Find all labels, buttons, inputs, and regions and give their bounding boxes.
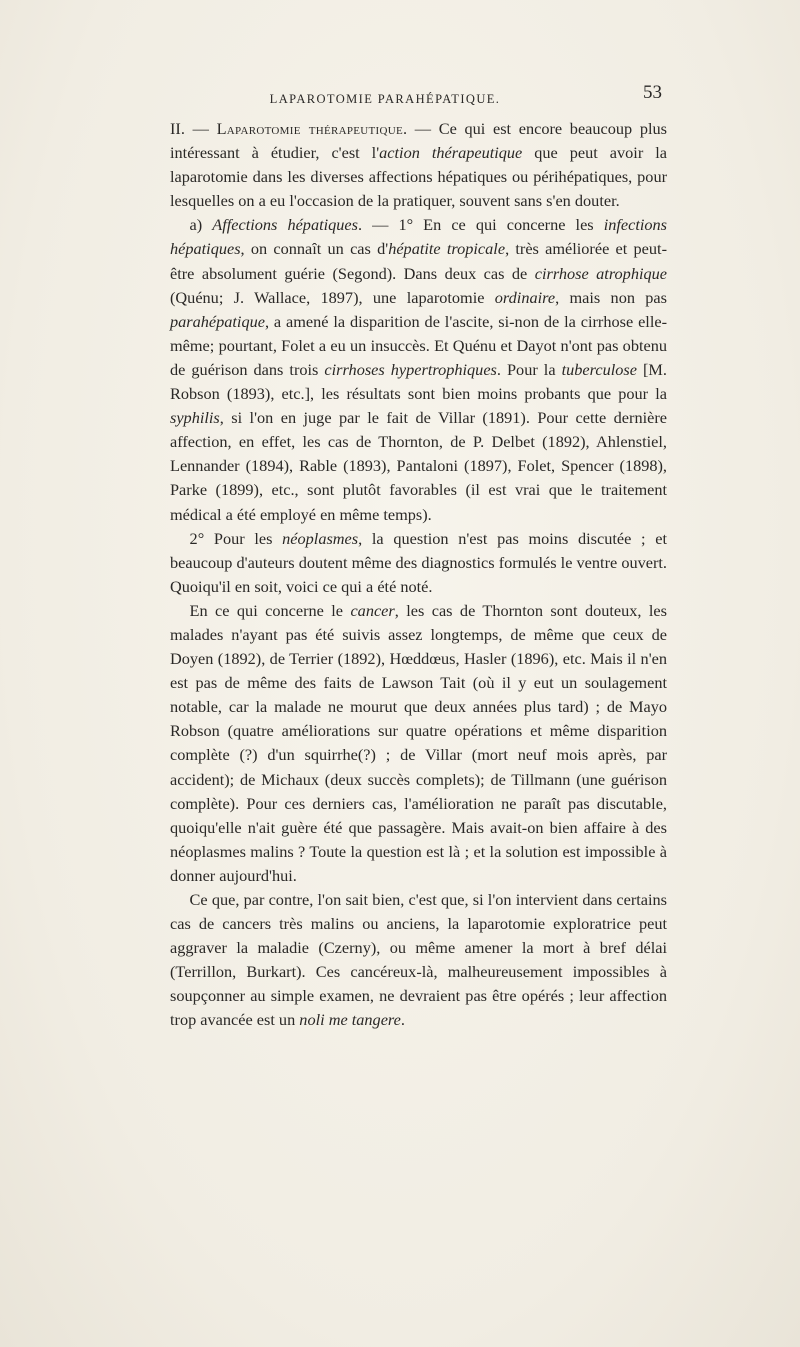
page-number: 53 bbox=[643, 82, 662, 103]
paragraph-cancer: En ce qui concerne le cancer, les cas de Thornton sont douteux, les malades n'ayant pas été suivis assez longtemps, de même que ceux de Doyen (1892), de Terrier (1892), Hœddœus, Hasler (1896), etc. Mais il n'en est pas de même des faits de Lawson Tait (où il y eut un soulagement notable, car la malade ne mourut que deux années plus tard) ; de Mayo Robson (quatre améliorations sur quatre opérations et même disparition complète (?) d'un squirrhe(?) ; de Villar (mort neuf mois après, par accident); de Michaux (deux succès complets); de Tillmann (une guérison complète). Pour ces derniers cas, l'amélioration ne paraît pas discutable, quoiqu'elle n'ait guère été que passagère. Mais avait-on bien affaire à des néoplasmes malins ? Toute la question est là ; et la solution est impossible à donner aujourd'hui. bbox=[170, 600, 667, 885]
running-title: LAPAROTOMIE PARAHÉPATIQUE. bbox=[269, 92, 501, 106]
body-text bbox=[170, 117, 667, 1033]
paragraph-affections-hepatiques: a) Affections hépatiques. — 1° En ce qui concerne les infections hépatiques, on connaît un cas d'hépatite tropicale, très améliorée et peut-être absolument guérie (Segond). Dans deux cas de cirrhose atrophique (Quénu; J. Wallace, 1897), une laparotomie ordinaire, mais non pas parahépatique, a amené la disparition de l'ascite, si-non de la cirrhose elle-même; pourtant, Folet a eu un insuccès. Et Quénu et Dayot n'ont pas obtenu de guérison dans trois cirrhoses hypertrophiques. Pour la tuberculose [M. Robson (1893), etc.], les résultats sont bien moins probants que pour la syphilis, si l'on en juge par le fait de Villar (1891). Pour cette dernière affection, en effet, les cas de Thornton, de P. Delbet (1892), Ahlenstiel, Lennander (1894), Rable (1893), Pantaloni (1897), Folet, Spencer (1898), Parke (1899), etc., sont plutôt favorables (il est vrai que le traitement médical a été employé en même temps). bbox=[170, 215, 668, 524]
paragraph-laparotomie-therapeutique: II. — Laparotomie thérapeutique. — Ce qui est encore beaucoup plus intéressant à étudier, c'est l'action thérapeutique que peut avoir la laparotomie dans les diverses affections hépatiques ou périhépatiques, pour lesquelles on a eu l'occasion de la pratiquer, souvent sans s'en douter. bbox=[170, 119, 668, 211]
section-heading: Laparotomie thérapeutique bbox=[216, 119, 404, 138]
paragraph-neoplasmes: 2° Pour les néoplasmes, la question n'est pas moins discutée ; et beaucoup d'auteurs doutent même des diagnostics formulés le ventre ouvert. Quoiqu'il en soit, voici ce qui a été noté. bbox=[170, 528, 667, 596]
subsection-heading: Affections hépatiques bbox=[212, 215, 358, 235]
paragraph-conclusion: Ce que, par contre, l'on sait bien, c'est que, si l'on intervient dans certains cas de cancers très malins ou anciens, la laparotomie exploratrice peut aggraver la maladie (Czerny), ou même amener la mort à bref délai (Terrillon, Burkart). Ces cancéreux-là, malheureusement impossibles à soupçonner au simple examen, ne devraient pas être opérés ; leur affection trop avancée est un noli me tangere. bbox=[170, 890, 667, 1030]
